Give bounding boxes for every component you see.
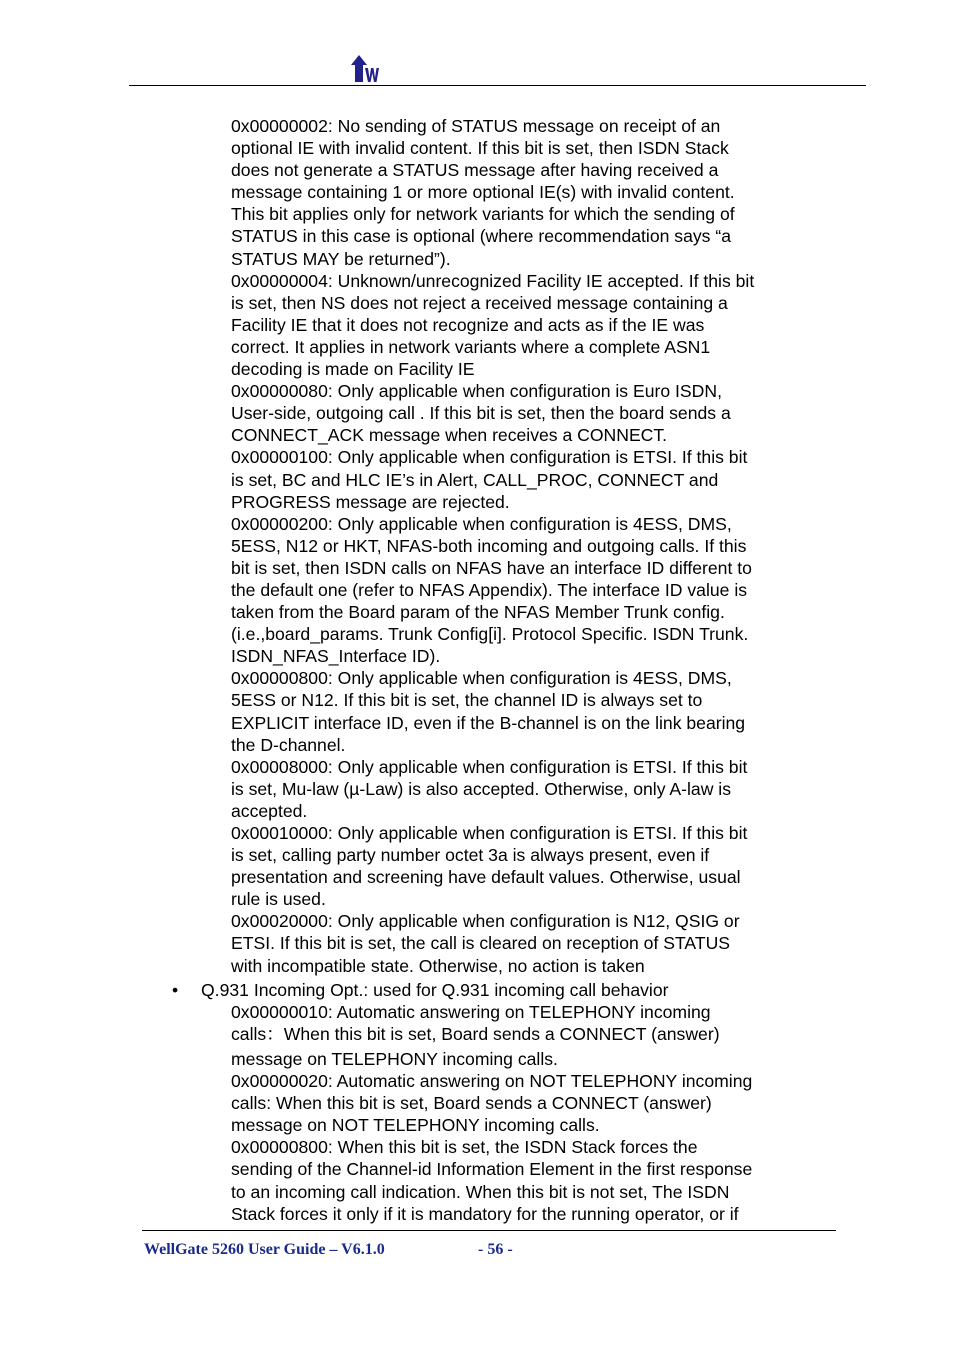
text-line: message on NOT TELEPHONY incoming calls. [231, 1115, 600, 1136]
text-line: is set, BC and HLC IE’s in Alert, CALL_PROC, CONNECT and [231, 469, 719, 490]
bullet-marker: • [172, 980, 179, 1000]
text-line: Stack forces it only if it is mandatory for the running operator, or if [231, 1203, 739, 1224]
footer-title: WellGate 5260 User Guide – V6.1.0 [144, 1241, 385, 1258]
text-line: calls: When this bit is set, Board sends a CONNECT (answer) [231, 1093, 712, 1114]
text-line: 0x00000800: Only applicable when configuration is 4ESS, DMS, [231, 668, 732, 689]
text-line: 0x00000200: Only applicable when configuration is 4ESS, DMS, [231, 513, 732, 534]
text-line: (i.e.,board_params. Trunk Config[i]. Protocol Specific. ISDN Trunk. [231, 624, 749, 645]
text-line: 0x00020000: Only applicable when configuration is N12, QSIG or [231, 911, 740, 932]
incoming-option-block-continued [231, 1048, 811, 1225]
text-line: decoding is made on Facility IE [231, 359, 475, 380]
text-line: 0x00000080: Only applicable when configuration is Euro ISDN, [231, 381, 722, 402]
text-line: the D-channel. [231, 734, 346, 755]
text-line: 0x00000004: Unknown/unrecognized Facility IE accepted. If this bit [231, 270, 755, 291]
bullet-item-incoming-opt [172, 979, 668, 1001]
text-line: EXPLICIT interface ID, even if the B-channel is on the link bearing [231, 712, 746, 733]
text-line: 0x00000100: Only applicable when configuration is ETSI. If this bit [231, 447, 748, 468]
text-line: calls：When this bit is set, Board sends a CONNECT (answer) [231, 1024, 720, 1045]
text-line: does not generate a STATUS message after having received a [231, 160, 719, 181]
text-line: 0x00000800: When this bit is set, the ISDN Stack forces the [231, 1137, 698, 1158]
text-line: correct. It applies in network variants where a complete ASN1 [231, 336, 711, 357]
text-line: 0x00000010: Automatic answering on TELEPHONY incoming [231, 1002, 711, 1022]
text-line: optional IE with invalid content. If this bit is set, then ISDN Stack [231, 138, 729, 159]
text-line: ISDN_NFAS_Interface ID). [231, 646, 441, 667]
text-line: This bit applies only for network variants for which the sending of [231, 204, 735, 225]
text-line: is set, then NS does not reject a received message containing a [231, 292, 728, 313]
wellgate-logo-icon [348, 54, 380, 84]
option-description-block [231, 115, 811, 977]
footer-divider [142, 1230, 836, 1231]
text-line: is set, Mu-law (µ-Law) is also accepted. Otherwise, only A-law is [231, 778, 731, 799]
text-line: taken from the Board param of the NFAS Member Trunk config. [231, 602, 725, 623]
text-line: the default one (refer to NFAS Appendix). The interface ID value is [231, 579, 748, 600]
text-line: 0x00010000: Only applicable when configuration is ETSI. If this bit [231, 823, 748, 843]
bullet-text: Q.931 Incoming Opt.: used for Q.931 incoming call behavior [201, 980, 669, 1000]
text-line: 0x00000020: Automatic answering on NOT TELEPHONY incoming [231, 1071, 753, 1092]
header-divider [129, 85, 866, 86]
text-line: sending of the Channel-id Information Element in the first response [231, 1159, 753, 1180]
text-line: to an incoming call indication. When this bit is not set, The ISDN [231, 1181, 730, 1202]
text-line: rule is used. [231, 889, 326, 910]
text-line: accepted. [231, 800, 308, 821]
text-line: 5ESS, N12 or HKT, NFAS-both incoming and outgoing calls. If this [231, 535, 747, 556]
text-line: with incompatible state. Otherwise, no action is taken [231, 955, 645, 976]
text-line: ETSI. If this bit is set, the call is cleared on reception of STATUS [231, 933, 731, 954]
text-line: 5ESS or N12. If this bit is set, the channel ID is always set to [231, 690, 703, 711]
text-line: message on TELEPHONY incoming calls. [231, 1049, 558, 1069]
text-line: is set, calling party number octet 3a is always present, even if [231, 845, 710, 866]
text-line: message containing 1 or more optional IE(s) with invalid content. [231, 182, 735, 203]
text-line: bit is set, then ISDN calls on NFAS have an interface ID different to [231, 557, 752, 578]
text-line: 0x00000002: No sending of STATUS message on receipt of an [231, 116, 721, 136]
text-line: 0x00008000: Only applicable when configuration is ETSI. If this bit [231, 756, 748, 777]
incoming-option-block [231, 1001, 811, 1045]
text-line: Facility IE that it does not recognize and acts as if the IE was [231, 314, 705, 335]
page-number: - 56 - [478, 1241, 513, 1258]
text-line: PROGRESS message are rejected. [231, 491, 510, 512]
text-line: CONNECT_ACK message when receives a CONNECT. [231, 425, 668, 446]
text-line: presentation and screening have default values. Otherwise, usual [231, 867, 741, 888]
text-line: STATUS MAY be returned”). [231, 248, 451, 269]
text-line: STATUS in this case is optional (where recommendation says “a [231, 226, 731, 247]
text-line: User-side, outgoing call . If this bit is set, then the board sends a [231, 403, 731, 424]
